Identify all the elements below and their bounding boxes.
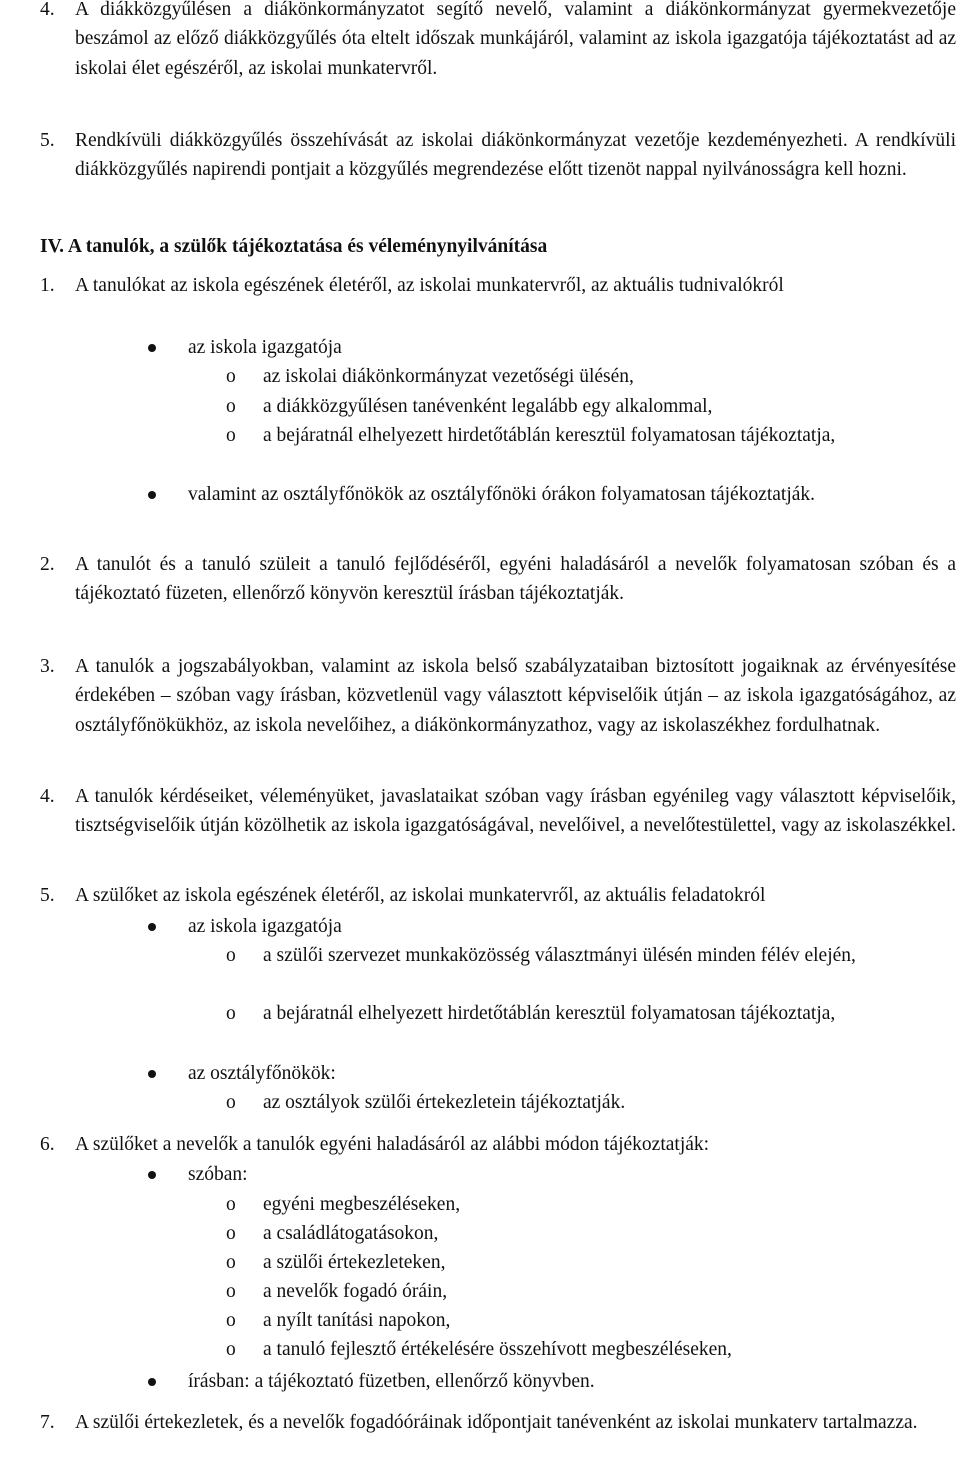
item-number: 7. — [40, 1412, 55, 1433]
circle-marker-icon: o — [226, 366, 236, 387]
bullet-dot-icon — [148, 1378, 156, 1386]
item-number: 3. — [40, 656, 55, 677]
bullet-dot-icon — [148, 1070, 156, 1078]
sub-item — [226, 941, 956, 970]
sub-item-text: a szülői szervezet munkaközösség választmányi ülésén minden félév elején, — [263, 945, 856, 966]
sub-item-text: az iskolai diákönkormányzat vezetőségi ülésén, — [263, 366, 634, 387]
sub-item-text: a bejáratnál elhelyezett hirdetőtáblán keresztül folyamatosan tájékoztatja, — [263, 425, 836, 446]
bullet-item — [148, 1059, 956, 1088]
circle-marker-icon: o — [226, 1281, 236, 1302]
item-number: 1. — [40, 275, 55, 296]
bullet-item — [148, 333, 956, 362]
item-number: 4. — [40, 786, 55, 807]
sub-item-text: a tanuló fejlesztő értékelésére összehívott megbeszéléseken, — [263, 1339, 732, 1360]
sub-item-text: a bejáratnál elhelyezett hirdetőtáblán keresztül folyamatosan tájékoztatja, — [263, 1003, 836, 1024]
item-number: 2. — [40, 554, 55, 575]
circle-marker-icon: o — [226, 1194, 236, 1215]
circle-marker-icon: o — [226, 1003, 236, 1024]
sub-item-text: a szülői értekezleteken, — [263, 1252, 446, 1273]
item-number: 4. — [40, 0, 55, 20]
circle-marker-icon: o — [226, 396, 236, 417]
paragraph-5-top — [40, 126, 956, 185]
bullet-item — [148, 480, 956, 509]
bullet-dot-icon — [148, 923, 156, 931]
paragraph-text: A szülőket a nevelők a tanulók egyéni haladásáról az alábbi módon tájékoztatják: — [75, 1134, 710, 1155]
paragraph-text: A tanulók kérdéseiket, véleményüket, javaslataikat szóban vagy írásban egyénileg vagy választott képviselőik, tisztségviselőik útján közölhetik az iskola igazgatóságával, nevelőivel, a nevelőtestülettel, vagy az iskolaszékkel. — [75, 786, 957, 837]
sub-item — [226, 1190, 956, 1219]
bullet-text: szóban: — [188, 1164, 248, 1185]
paragraph-text: A tanulót és a tanuló szüleit a tanuló fejlődéséről, egyéni haladásáról a nevelők folyamatosan szóban és a tájékoztató füzeten, ellenőrző könyvön keresztül írásban tájékoztatják. — [75, 554, 956, 605]
sub-item-text: a nevelők fogadó óráin, — [263, 1281, 448, 1302]
sub-item-text: a családlátogatásokon, — [263, 1223, 439, 1244]
circle-marker-icon: o — [226, 1339, 236, 1360]
bullet-text: valamint az osztályfőnökök az osztályfőnöki órákon folyamatosan tájékoztatják. — [188, 484, 816, 505]
section-heading: IV. A tanulók, a szülők tájékoztatása és véleménynyilvánítása — [40, 236, 548, 257]
sub-item-text: az osztályok szülői értekezletein tájékoztatják. — [263, 1092, 626, 1113]
circle-marker-icon: o — [226, 1252, 236, 1273]
circle-marker-icon: o — [226, 1092, 236, 1113]
section-item-5 — [40, 881, 956, 910]
bullet-dot-icon — [148, 1171, 156, 1179]
sub-item — [226, 1248, 956, 1277]
bullet-dot-icon — [148, 344, 156, 352]
circle-marker-icon: o — [226, 1223, 236, 1244]
bullet-text: az iskola igazgatója — [188, 916, 342, 937]
paragraph-text: A szülői értekezletek, és a nevelők fogadóóráinak időpontjait tanévenként az iskolai munkaterv tartalmazza. — [75, 1412, 918, 1433]
sub-item — [226, 1219, 956, 1248]
paragraph-text: A szülőket az iskola egészének életéről, az iskolai munkatervről, az aktuális feladatokról — [75, 885, 766, 906]
sub-item-text: egyéni megbeszéléseken, — [263, 1194, 461, 1215]
sub-item — [226, 999, 956, 1028]
section-item-1 — [40, 271, 956, 300]
bullet-text: írásban: a tájékoztató füzetben, ellenőrző könyvben. — [188, 1371, 595, 1392]
paragraph-text: A tanulókat az iskola egészének életéről, az iskolai munkatervről, az aktuális tudnivalókról — [75, 275, 784, 296]
sub-item — [226, 1277, 956, 1306]
sub-item-text: a diákközgyűlésen tanévenként legalább egy alkalommal, — [263, 396, 713, 417]
bullet-item — [148, 1367, 956, 1396]
section-item-2 — [40, 550, 956, 609]
sub-item — [226, 1088, 956, 1117]
bullet-text: az osztályfőnökök: — [188, 1063, 336, 1084]
circle-marker-icon: o — [226, 425, 236, 446]
sub-item — [226, 1335, 956, 1364]
item-number: 6. — [40, 1134, 55, 1155]
sub-item — [226, 421, 956, 450]
bullet-item — [148, 912, 956, 941]
bullet-item — [148, 1160, 956, 1189]
sub-item — [226, 1306, 956, 1335]
sub-item — [226, 392, 956, 421]
paragraph-text: A diákközgyűlésen a diákönkormányzatot segítő nevelő, valamint a diákönkormányzat gyermekvezetője beszámol az előző diákközgyűlés óta eltelt időszak munkájáról, valamint az iskola igazgatója tájékoztatást ad az iskolai élet egészéről, az iskolai munkatervről. — [75, 0, 956, 79]
bullet-text: az iskola igazgatója — [188, 337, 342, 358]
paragraph-text: A tanulók a jogszabályokban, valamint az iskola belső szabályzataiban biztosított jogaiknak az érvényesítése érdekében – szóban vagy írásban, közvetlenül vagy választott képviselőik útján – az iskola igazgatóságához, az osztályfőnökükhöz, az iskola nevelőihez, a diákönkormányzathoz, vagy az iskolaszékhez fordulhatnak. — [75, 656, 956, 736]
section-item-6 — [40, 1130, 956, 1159]
sub-item-text: a nyílt tanítási napokon, — [263, 1310, 451, 1331]
circle-marker-icon: o — [226, 945, 236, 966]
bullet-dot-icon — [148, 491, 156, 499]
circle-marker-icon: o — [226, 1310, 236, 1331]
paragraph-text: Rendkívüli diákközgyűlés összehívását az iskolai diákönkormányzat vezetője kezdeményezheti. A rendkívüli diákközgyűlés napirendi pontjait a közgyűlés megrendezése előtt tizenöt nappal nyilvánosságra kell hozni. — [75, 130, 956, 181]
section-item-3 — [40, 652, 956, 740]
item-number: 5. — [40, 130, 55, 151]
item-number: 5. — [40, 885, 55, 906]
section-item-7 — [40, 1408, 956, 1437]
sub-item — [226, 362, 956, 391]
section-item-4 — [40, 782, 956, 841]
paragraph-4-top — [40, 0, 956, 83]
